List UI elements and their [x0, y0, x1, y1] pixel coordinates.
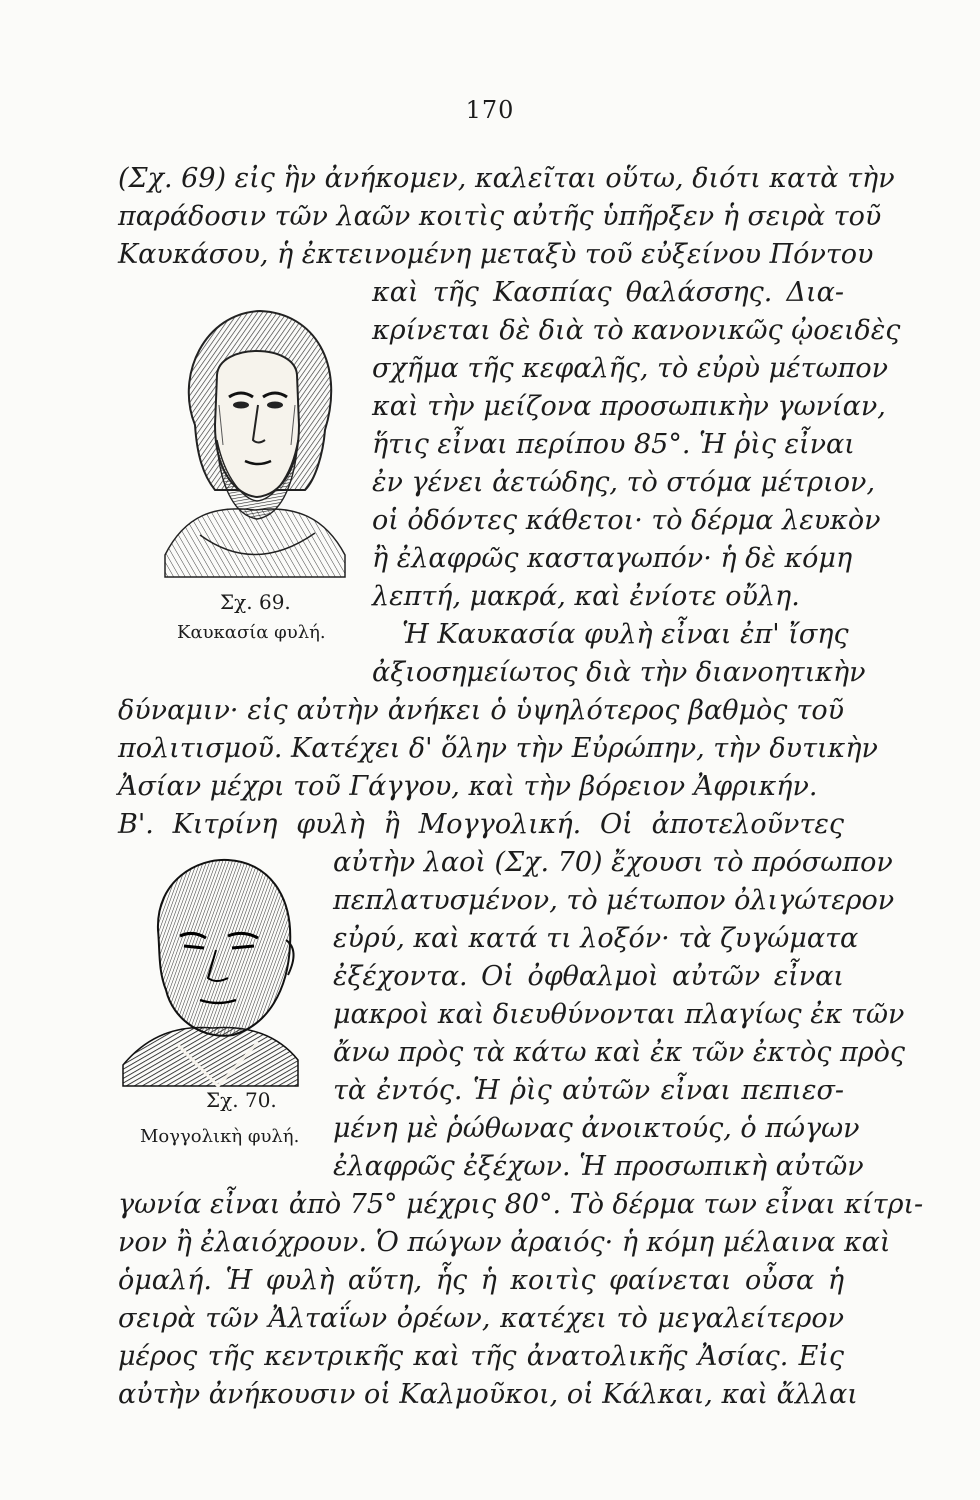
text-line: ἐν γένει ἀετώδης, τὸ στόμα μέτριον,: [372, 467, 876, 498]
page-number: 170: [465, 96, 515, 124]
figure-70-caption: Μογγολικὴ φυλή.: [140, 1126, 300, 1147]
text-line: τὰ ἐντός. Ἡ ῥὶς αὐτῶν εἶναι πεπιεσ-: [333, 1075, 844, 1106]
text-line: Ἀσίαν μέχρι τοῦ Γάγγου, καὶ τὴν βόρειον Ἀφρικήν.: [118, 771, 818, 802]
text-line: οἱ ὀδόντες κάθετοι· τὸ δέρμα λευκὸν: [372, 505, 881, 536]
text-line: δύναμιν· εἰς αὐτὴν ἀνήκει ὁ ὑψηλότερος βαθμὸς τοῦ: [118, 695, 844, 726]
text-line: μένη μὲ ῥώθωνας ἀνοικτούς, ὁ πώγων: [333, 1113, 860, 1144]
text-line: ὁμαλή. Ἡ φυλὴ αὕτη, ἧς ἡ κοιτὶς φαίνεται οὖσα ἡ: [118, 1265, 844, 1296]
text-line: Καυκάσου, ἡ ἐκτεινομένη μεταξὺ τοῦ εὐξείνου Πόντου: [118, 239, 874, 270]
text-line: καὶ τῆς Κασπίας θαλάσσης. Δια-: [372, 277, 844, 308]
text-line: αὐτὴν ἀνήκουσιν οἱ Καλμοῦκοι, οἱ Κάλκαι, καὶ ἄλλαι: [118, 1379, 858, 1410]
text-line: ἄνω πρὸς τὰ κάτω καὶ ἐκ τῶν ἐκτὸς πρὸς: [333, 1037, 905, 1068]
text-line: μέρος τῆς κεντρικῆς καὶ τῆς ἀνατολικῆς Ἀσίας. Εἰς: [118, 1341, 844, 1372]
text-line: ἐξέχοντα. Οἱ ὀφθαλμοὶ αὐτῶν εἶναι: [333, 961, 844, 992]
text-line: πεπλατυσμένον, τὸ μέτωπον ὀλιγώτερον: [333, 885, 895, 916]
text-line: πολιτισμοῦ. Κατέχει δ' ὅλην τὴν Εὐρώπην, τὴν δυτικὴν: [118, 733, 878, 764]
text-line: μακροὶ καὶ διευθύνονται πλαγίως ἐκ τῶν: [333, 999, 905, 1030]
text-line: ἥτις εἶναι περίπου 85°. Ἡ ῥὶς εἶναι: [372, 429, 855, 460]
text-line: σειρὰ τῶν Ἀλταΐων ὀρέων, κατέχει τὸ μεγαλείτερον: [118, 1303, 844, 1334]
figure-69-number: Σχ. 69.: [220, 590, 291, 614]
text-line: Ἡ Καυκασία φυλὴ εἶναι ἐπ' ἴσης: [402, 619, 849, 650]
text-line: κρίνεται δὲ διὰ τὸ κανονικῶς ᾠοειδὲς: [372, 315, 901, 346]
text-line: ἀξιοσημείωτος διὰ τὴν διανοητικὴν: [372, 657, 866, 688]
text-line: αὐτὴν λαοὶ (Σχ. 70) ἔχουσι τὸ πρόσωπον: [333, 847, 893, 878]
text-line: γωνία εἶναι ἀπὸ 75° μέχρις 80°. Τὸ δέρμα των εἶναι κίτρι-: [118, 1189, 924, 1220]
text-line: σχῆμα τῆς κεφαλῆς, τὸ εὐρὺ μέτωπον: [372, 353, 889, 384]
text-line: νον ἢ ἐλαιόχρουν. Ὁ πώγων ἀραιός· ἡ κόμη μέλαινα καὶ: [118, 1227, 891, 1258]
section-heading-line: Β'. Κιτρίνη φυλὴ ἢ Μογγολική. Οἱ ἀποτελοῦντες: [118, 809, 844, 840]
figure-70-number: Σχ. 70.: [206, 1088, 277, 1112]
text-line: εὐρύ, καὶ κατά τι λοξόν· τὰ ζυγώματα: [333, 923, 859, 954]
figure-69-caption: Καυκασία φυλή.: [177, 622, 326, 643]
text-line: (Σχ. 69) εἰς ἣν ἀνήκομεν, καλεῖται οὕτω, διότι κατὰ τὴν: [118, 163, 895, 194]
mongolian-portrait-illustration: [118, 850, 323, 1090]
text-line: παράδοσιν τῶν λαῶν κοιτὶς αὐτῆς ὑπῆρξεν ἡ σειρὰ τοῦ: [118, 201, 882, 232]
text-line: ἐλαφρῶς ἐξέχων. Ἡ προσωπικὴ αὐτῶν: [333, 1151, 864, 1182]
text-line: καὶ τὴν μείζονα προσωπικὴν γωνίαν,: [372, 391, 886, 422]
caucasian-portrait-illustration: [155, 305, 355, 585]
text-line: ἢ ἐλαφρῶς κασταγωπόν· ἡ δὲ κόμη: [372, 543, 853, 574]
text-line: λεπτή, μακρά, καὶ ἐνίοτε οὔλη.: [372, 581, 800, 612]
